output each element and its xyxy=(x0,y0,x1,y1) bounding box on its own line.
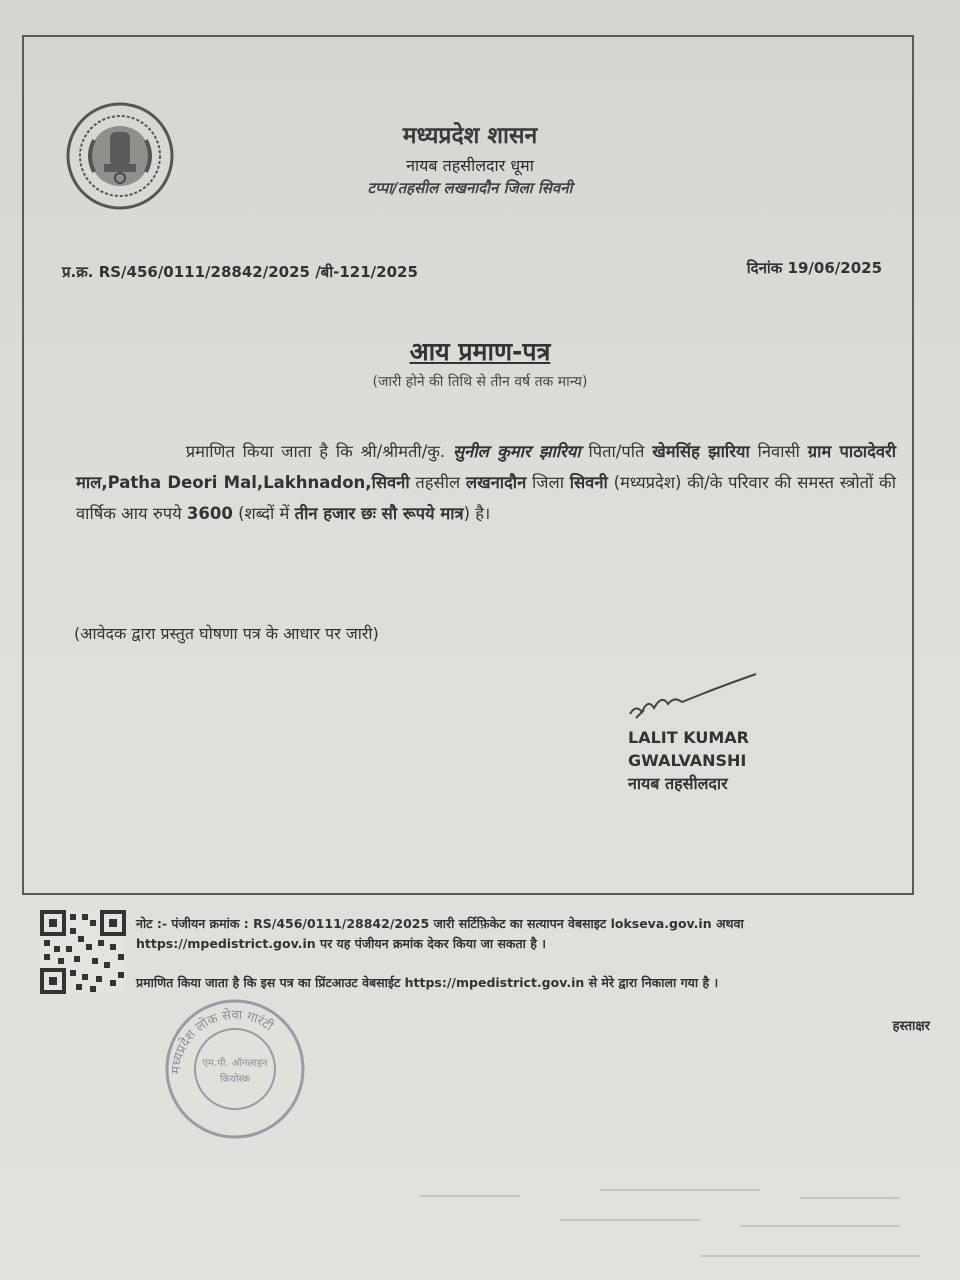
verification-note xyxy=(136,914,836,954)
father-name: खेमसिंह झारिया xyxy=(652,442,750,461)
signatory-block xyxy=(628,726,749,795)
seal-inner-text-1: एम.पी. ऑनलाइन xyxy=(202,1058,268,1069)
income-amount: 3600 xyxy=(186,504,233,523)
certificate-body xyxy=(76,436,896,529)
seal-outer-text: मध्यप्रदेश लोक सेवा गारंटी xyxy=(168,1007,276,1075)
note-line-2: https://mpedistrict.gov.in पर यह पंजीयन क्रमांक देकर किया जा सकता है । xyxy=(136,936,546,951)
signature-label: हस्ताक्षर xyxy=(892,1019,930,1034)
office-name: नायब तहसीलदार धूमा xyxy=(406,156,534,175)
issue-date xyxy=(747,258,882,278)
validity-note: (जारी होने की तिथि से तीन वर्ष तक मान्य) xyxy=(372,374,588,390)
reference-number xyxy=(62,262,418,282)
ref-prefix: प्र.क्र. xyxy=(62,263,94,281)
body-text-4: तहसील xyxy=(415,473,461,492)
signatory-name-1: LALIT KUMAR xyxy=(628,728,749,747)
bleed-through-marks xyxy=(0,1180,960,1280)
ref-suffix: /बी-121/2025 xyxy=(315,263,418,281)
body-text-5: जिला xyxy=(532,473,564,492)
certificate-title: आय प्रमाण-पत्र xyxy=(409,337,551,366)
body-text-7: (शब्दों में xyxy=(238,504,290,523)
body-text-3: निवासी xyxy=(757,442,800,461)
government-name: मध्यप्रदेश शासन xyxy=(402,123,538,149)
note-line-1: नोट :- पंजीयन क्रमांक : RS/456/0111/28842/2025 जारी सर्टिफ़िकेट का सत्यापन वेबसाइट lokseva.gov.in अथवा xyxy=(136,916,744,931)
body-text-8: ) है। xyxy=(463,504,491,523)
signatory-name-2: GWALVANSHI xyxy=(628,751,747,770)
kiosk-seal-stamp xyxy=(160,994,310,1144)
body-text-6: (मध्यप्रदेश) की/के परिवार की समस्त स्त्रोतों की वार्षिक आय रुपये xyxy=(76,473,896,523)
qr-code-icon xyxy=(40,910,126,994)
district-name: सिवनी xyxy=(569,473,608,492)
applicant-name: सुनील कुमार झारिया xyxy=(453,442,581,461)
signatory-designation: नायब तहसीलदार xyxy=(628,774,728,793)
printout-note: प्रमाणित किया जाता है कि इस पत्र का प्रिंटआउट वेबसाईट https://mpedistrict.gov.in से मेरे द्वारा निकाला गया है । xyxy=(136,975,719,990)
income-amount-words: तीन हजार छः सौ रूपये मात्र xyxy=(294,504,464,523)
date-value: 19/06/2025 xyxy=(787,259,882,277)
ref-number: RS/456/0111/28842/2025 xyxy=(98,263,310,281)
body-text-1: प्रमाणित किया जाता है कि श्री/श्रीमती/कु. xyxy=(185,442,446,461)
tehsil-name: लखनादौन xyxy=(465,473,527,492)
signature-mark xyxy=(622,668,772,724)
state-emblem-icon xyxy=(64,100,176,212)
seal-inner-text-2: कियोस्क xyxy=(219,1074,251,1085)
applicant-address: ग्राम पाठादेवरी माल,Patha Deori Mal,Lakhnadon,सिवनी xyxy=(76,442,897,492)
date-label: दिनांक xyxy=(746,259,783,277)
office-district: टप्पा/तहसील लखनादौन जिला सिवनी xyxy=(367,179,573,197)
issuing-authority-header xyxy=(290,118,650,198)
body-text-2: पिता/पति xyxy=(588,442,645,461)
issuance-basis-note: (आवेदक द्वारा प्रस्तुत घोषणा पत्र के आधार पर जारी) xyxy=(74,624,379,643)
